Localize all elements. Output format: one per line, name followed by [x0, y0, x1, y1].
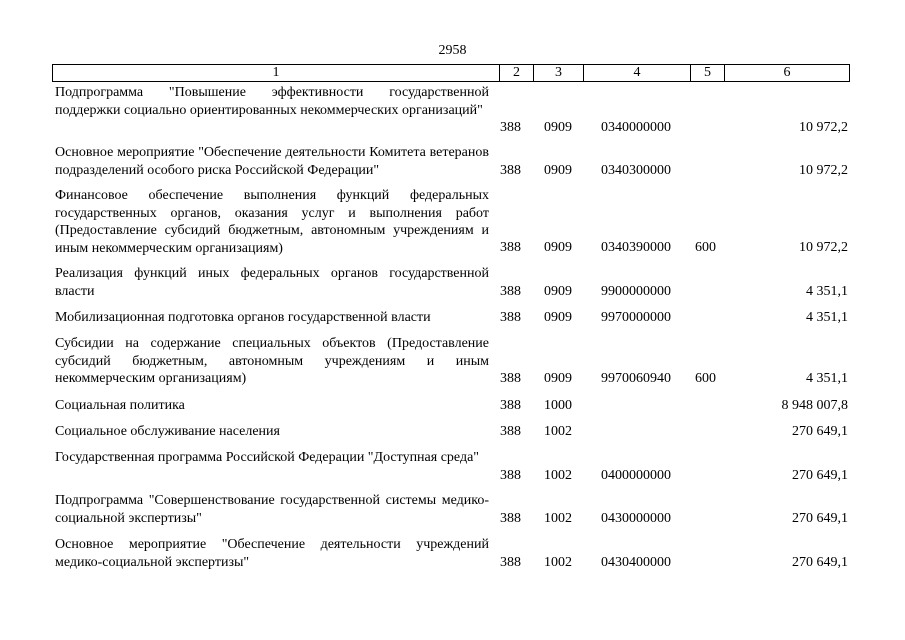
- column-header-4: 4: [583, 65, 690, 81]
- row-target-code: 0340000000: [601, 120, 671, 135]
- row-target-code: 0430000000: [601, 510, 671, 526]
- row-gr-code: 388: [500, 310, 521, 325]
- row-target-code: 0400000000: [601, 467, 671, 483]
- row-amount: 10 972,2: [799, 162, 848, 178]
- row-description: Социальное обслуживание населения: [55, 424, 280, 439]
- row-target-code: 9970060940: [601, 371, 671, 386]
- row-target-code: 0340300000: [601, 162, 671, 178]
- row-gr-code: 388: [500, 398, 521, 413]
- column-header-3: 3: [533, 65, 583, 81]
- row-description: Мобилизационная подготовка органов государственной власти: [55, 310, 431, 325]
- row-target-code: 0340390000: [601, 240, 671, 255]
- row-section-code: 1002: [544, 467, 572, 483]
- column-header-2: 2: [499, 65, 533, 81]
- row-description: Подпрограмма "Повышение эффективности государственной поддержки социально ориентированных некоммерческих организаций": [55, 85, 489, 118]
- row-expense-type: 600: [695, 240, 716, 255]
- column-header-6: 6: [724, 65, 849, 81]
- row-description: Основное мероприятие "Обеспечение деятельности Комитета ветеранов подразделений особого риска Российской Федерации": [55, 145, 489, 178]
- row-amount: 4 351,1: [806, 310, 848, 325]
- row-description: Реализация функций иных федеральных органов государственной власти: [55, 266, 489, 299]
- row-expense-type: 600: [695, 371, 716, 386]
- row-target-code: 9970000000: [601, 310, 671, 325]
- row-description: Государственная программа Российской Федерации "Доступная среда": [55, 450, 479, 465]
- row-amount: 4 351,1: [806, 371, 848, 386]
- row-gr-code: 388: [500, 283, 521, 299]
- row-gr-code: 388: [500, 120, 521, 135]
- page-number: 2958: [438, 43, 467, 58]
- row-description: Финансовое обеспечение выполнения функций федеральных государственных органов, оказания услуг и выполнения работ (Предоставление субсидий бюджетным, автономным учреждениям и иным некоммерческим организациям): [55, 188, 489, 256]
- row-section-code: 0909: [544, 371, 572, 386]
- row-section-code: 1000: [544, 398, 572, 413]
- row-section-code: 1002: [544, 554, 572, 570]
- row-gr-code: 388: [500, 371, 521, 386]
- row-amount: 8 948 007,8: [781, 398, 848, 413]
- row-target-code: 9900000000: [601, 283, 671, 299]
- row-amount: 270 649,1: [792, 467, 848, 483]
- row-description: Основное мероприятие "Обеспечение деятельности учреждений медико-социальной экспертизы": [55, 537, 489, 570]
- row-section-code: 1002: [544, 510, 572, 526]
- row-section-code: 0909: [544, 283, 572, 299]
- row-description: Социальная политика: [55, 398, 185, 413]
- row-amount: 10 972,2: [799, 120, 848, 135]
- row-gr-code: 388: [500, 424, 521, 439]
- row-section-code: 0909: [544, 240, 572, 255]
- column-header-5: 5: [690, 65, 724, 81]
- row-gr-code: 388: [500, 467, 521, 483]
- row-gr-code: 388: [500, 240, 521, 255]
- column-header-1: 1: [272, 65, 280, 80]
- row-description: Подпрограмма "Совершенствование государственной системы медико-социальной экспертизы": [55, 493, 489, 526]
- row-description: Субсидии на содержание специальных объектов (Предоставление субсидий бюджетным, автономным учреждениям и иным некоммерческим организациям): [55, 336, 489, 386]
- row-gr-code: 388: [500, 162, 521, 178]
- row-gr-code: 388: [500, 554, 521, 570]
- row-amount: 4 351,1: [806, 283, 848, 299]
- row-section-code: 0909: [544, 120, 572, 135]
- row-amount: 270 649,1: [792, 554, 848, 570]
- row-gr-code: 388: [500, 510, 521, 526]
- row-amount: 270 649,1: [792, 424, 848, 439]
- row-amount: 270 649,1: [792, 510, 848, 526]
- row-target-code: 0430400000: [601, 554, 671, 570]
- row-amount: 10 972,2: [799, 240, 848, 255]
- row-section-code: 0909: [544, 162, 572, 178]
- row-section-code: 1002: [544, 424, 572, 439]
- row-section-code: 0909: [544, 310, 572, 325]
